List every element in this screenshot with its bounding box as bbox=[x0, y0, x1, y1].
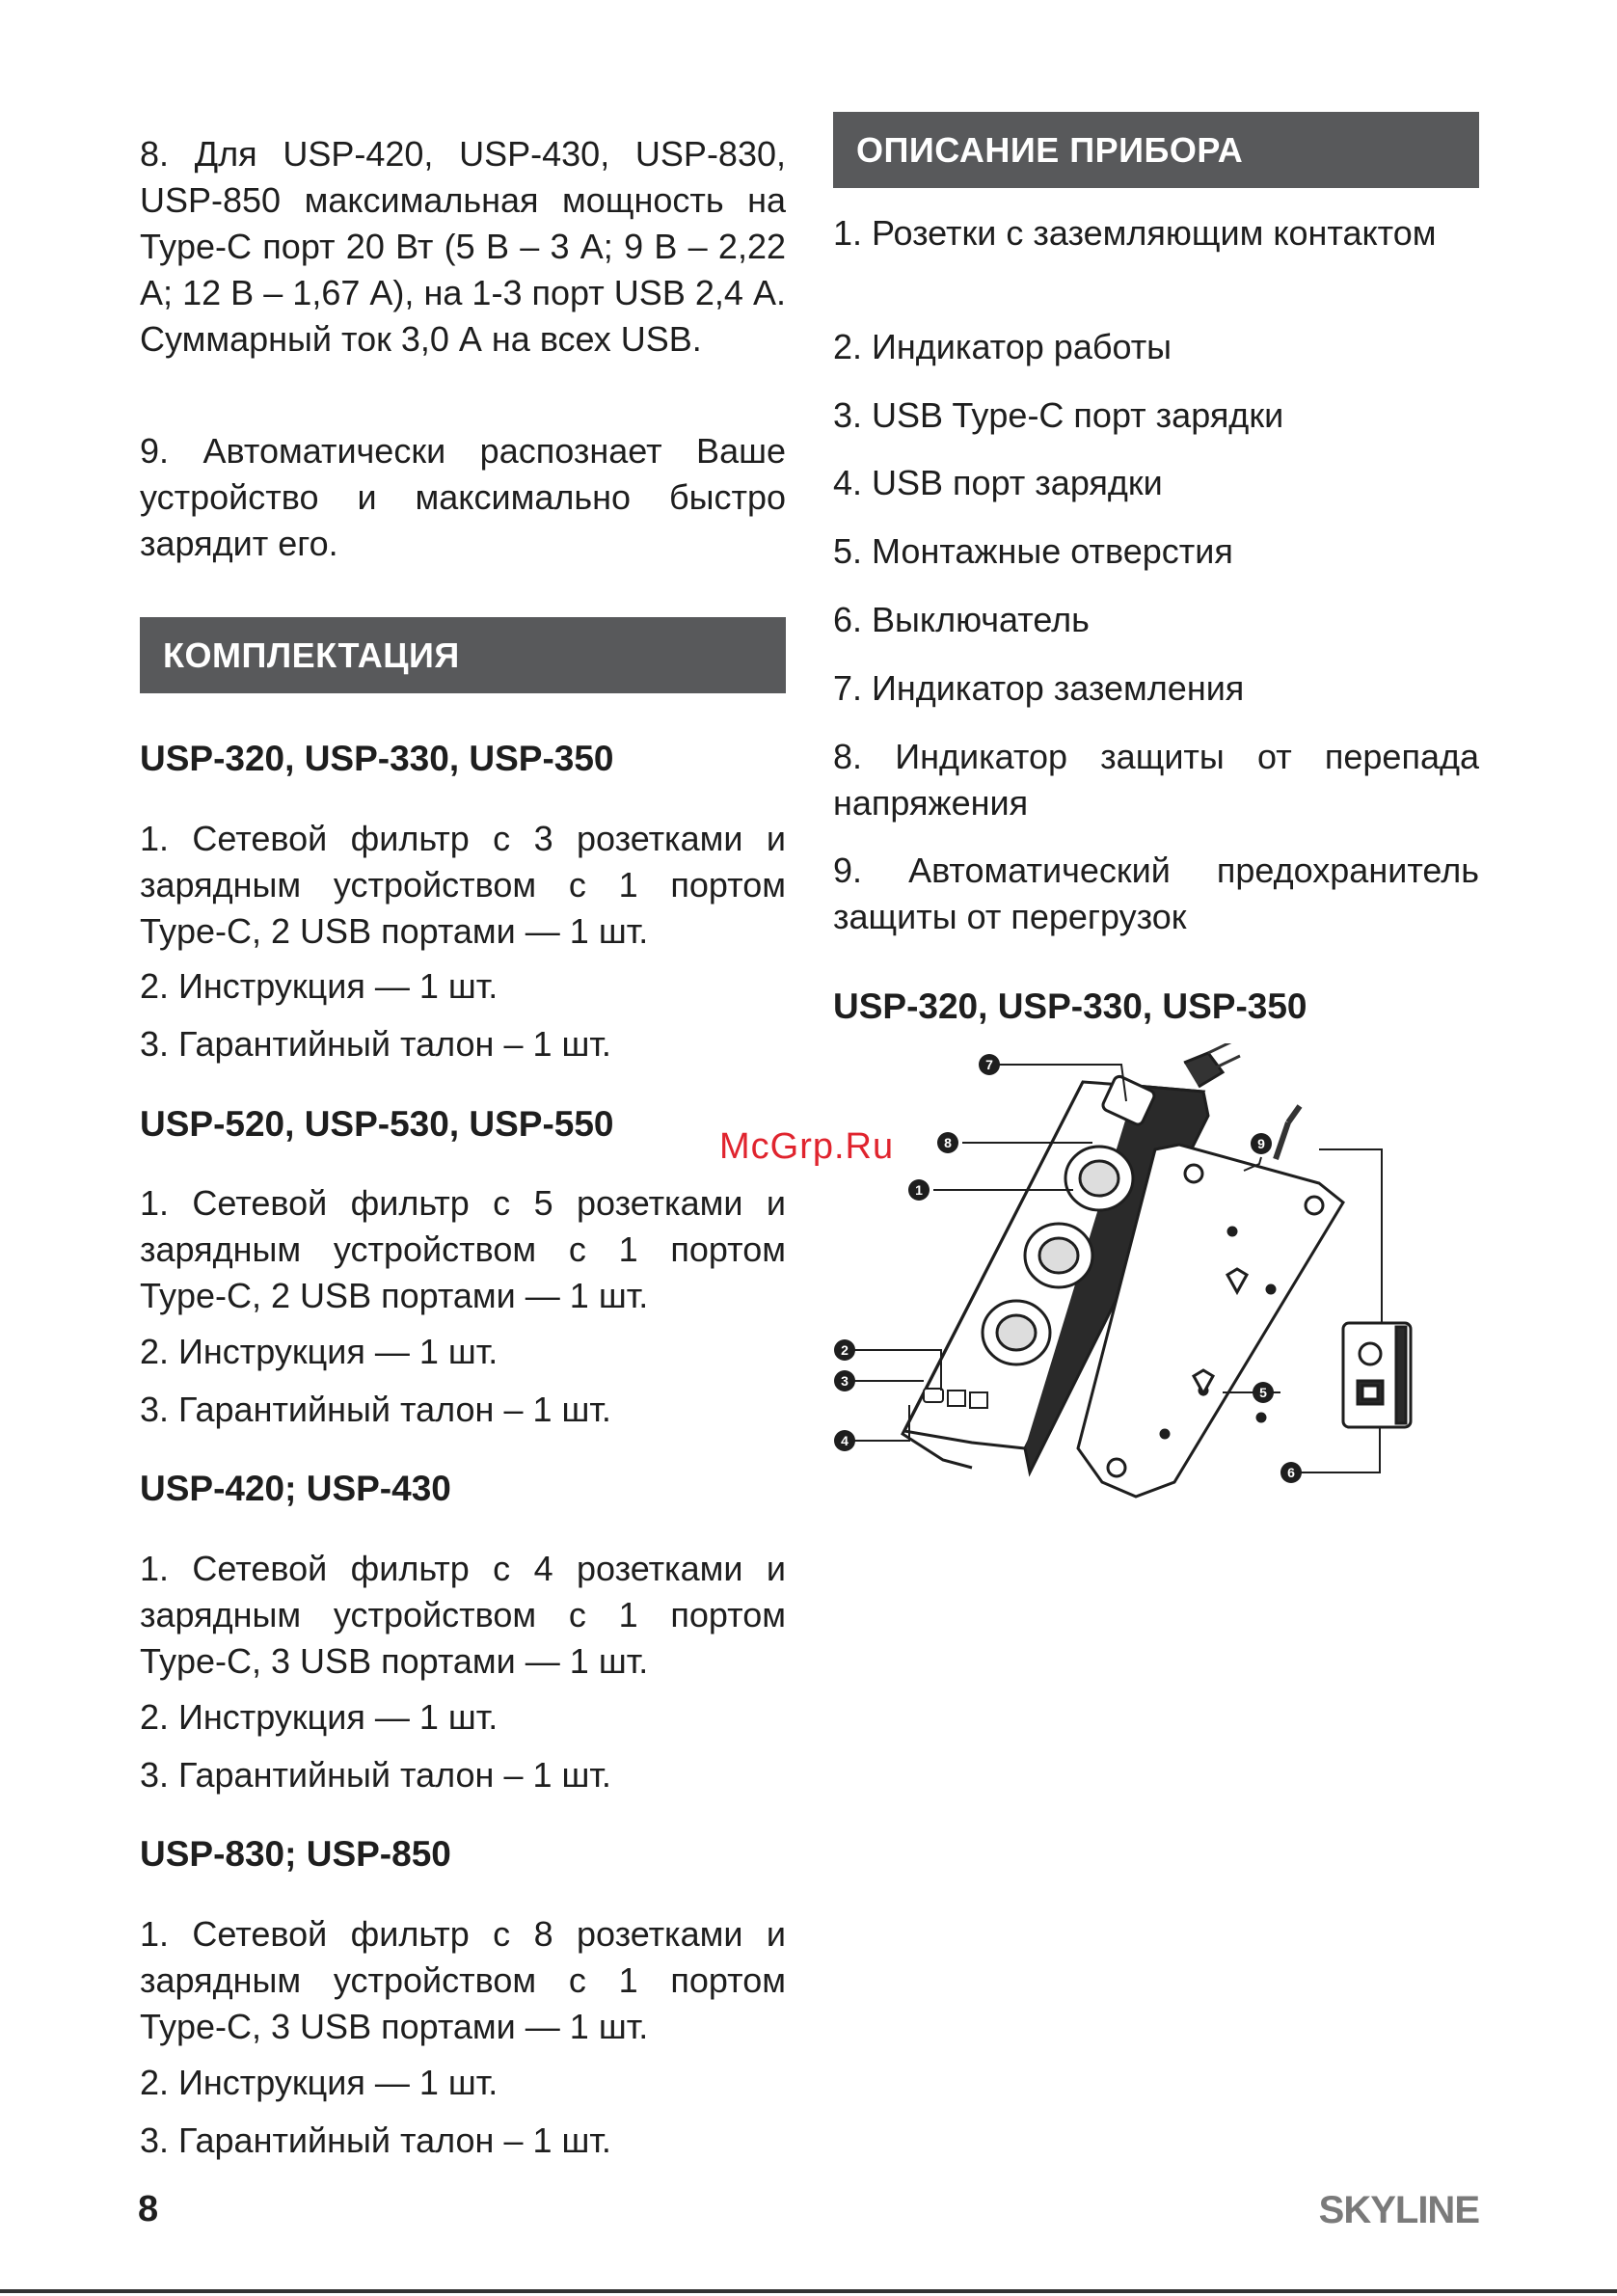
description-item: 6. Выключатель bbox=[833, 600, 1090, 639]
description-item: 5. Монтажные отверстия bbox=[833, 531, 1233, 571]
callout-label: 8 bbox=[944, 1135, 952, 1150]
kit-model-heading: USP-830; USP-850 bbox=[140, 1834, 451, 1874]
callout-label: 3 bbox=[841, 1373, 849, 1389]
kit-item: 3. Гарантийный талон – 1 шт. bbox=[140, 1024, 611, 1064]
kit-item: 1. Сетевой фильтр с 5 розетками и зарядным устройством с 1 портом Type-C, 2 USB портами — 1 шт. bbox=[140, 1183, 786, 1315]
kit-item: 2. Инструкция — 1 шт. bbox=[140, 966, 499, 1006]
kit-item: 3. Гарантийный талон – 1 шт. bbox=[140, 2120, 611, 2160]
feature-9: 9. Автоматически распознает Ваше устройство и максимально быстро зарядит его. bbox=[140, 431, 786, 563]
kit-item: 2. Инструкция — 1 шт. bbox=[140, 2063, 499, 2102]
bottom-rule bbox=[0, 2289, 1617, 2293]
callout-label: 5 bbox=[1259, 1385, 1267, 1400]
watermark: McGrp.Ru bbox=[719, 1126, 895, 1167]
kit-model-heading: USP-420; USP-430 bbox=[140, 1469, 451, 1508]
power-strip-diagram bbox=[827, 1043, 1493, 1516]
callout-label: 4 bbox=[841, 1433, 849, 1448]
callout-label: 9 bbox=[1257, 1136, 1265, 1151]
description-item: 1. Розетки с заземляющим контактом bbox=[833, 213, 1437, 253]
diagram-model-heading: USP-320, USP-330, USP-350 bbox=[833, 986, 1307, 1026]
kit-item: 2. Инструкция — 1 шт. bbox=[140, 1697, 499, 1737]
page-number: 8 bbox=[138, 2189, 159, 2229]
description-item: 4. USB порт зарядки bbox=[833, 463, 1163, 502]
kit-item: 3. Гарантийный талон – 1 шт. bbox=[140, 1390, 611, 1429]
description-item: 9. Автоматический предохранитель защиты от перегрузок bbox=[833, 851, 1479, 936]
description-item: 7. Индикатор заземления bbox=[833, 668, 1245, 708]
callout-label: 7 bbox=[985, 1057, 993, 1072]
brand-logo: SKYLINE bbox=[1318, 2189, 1479, 2231]
kit-model-heading: USP-320, USP-330, USP-350 bbox=[140, 739, 614, 778]
kit-item: 1. Сетевой фильтр с 4 розетками и зарядным устройством с 1 портом Type-C, 3 USB портами — 1 шт. bbox=[140, 1549, 786, 1681]
feature-8: 8. Для USP-420, USP-430, USP-830, USP-850 максимальная мощность на Type-C порт 20 Вт (5 В – 3 А; 9 В – 2,22 А; 12 В – 1,67 А), на 1-3 порт USB 2,4 А. Суммарный ток 3,0 А на всех USB. bbox=[140, 134, 786, 359]
kit-item: 2. Инструкция — 1 шт. bbox=[140, 1332, 499, 1371]
callout-label: 1 bbox=[915, 1182, 923, 1198]
callout-label: 6 bbox=[1287, 1465, 1295, 1480]
kit-item: 3. Гарантийный талон – 1 шт. bbox=[140, 1755, 611, 1795]
kit-item: 1. Сетевой фильтр с 3 розетками и зарядным устройством с 1 портом Type-C, 2 USB портами — 1 шт. bbox=[140, 819, 786, 951]
section-banner-description: ОПИСАНИЕ ПРИБОРА bbox=[833, 112, 1479, 188]
kit-model-heading: USP-520, USP-530, USP-550 bbox=[140, 1104, 614, 1144]
description-item: 8. Индикатор защиты от перепада напряжения bbox=[833, 737, 1479, 823]
section-banner-kit: КОМПЛЕКТАЦИЯ bbox=[140, 617, 786, 693]
description-item: 2. Индикатор работы bbox=[833, 327, 1172, 366]
switch-detail bbox=[1343, 1323, 1411, 1427]
kit-item: 1. Сетевой фильтр с 8 розетками и зарядным устройством с 1 портом Type-C, 3 USB портами — 1 шт. bbox=[140, 1914, 786, 2046]
callout-label: 2 bbox=[841, 1342, 849, 1358]
description-item: 3. USB Type-C порт зарядки bbox=[833, 395, 1284, 435]
